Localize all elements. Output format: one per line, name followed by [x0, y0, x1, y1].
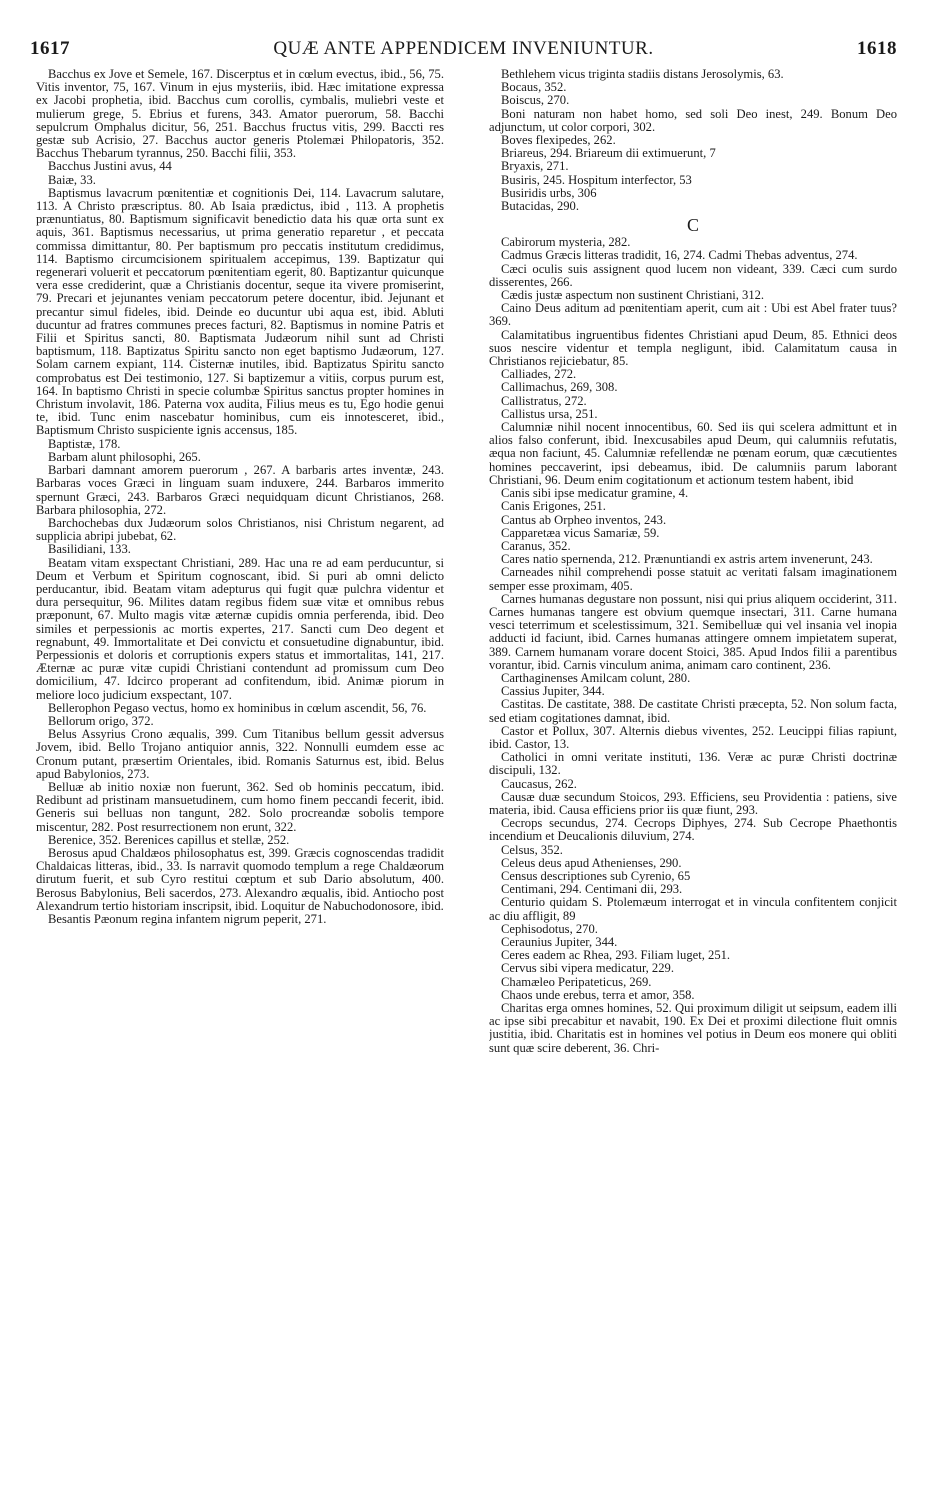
index-entry: Bethlehem vicus triginta stadiis distans Jerosolymis, 63.: [501, 68, 784, 81]
page-header: [30, 38, 897, 64]
index-entry: Beatam vitam exspectant Christiani, 289. Hac una re ad eam perducuntur, si Deum et Verbum et Spiritum cognoscant, ibid. Si puri ab omni delicto perducantur, ibid. Beatam vitam adepturus qui fugit quæ pulchra videntur et dura persequitur, 96. Milites datam regibus fidem suæ vitæ et omnibus rebus præponunt, 67. Multo magis vitæ æternæ cupidis omnia perferenda, ibid. Deo similes et perpessionis ac mortis expertes, 217. Sancti cum Deo degent et regnabunt, 49. Immortalitate et Dei convictu et consuetudine dignabuntur, ibid. Perpessionis et doloris et corruptionis expers status et immortalitas, 141, 217. Æternæ ac puræ vitæ cupidi Christiani contendunt ad promissum cum Deo domicilium, 47. Idcirco properant ad confitendum, ibid. Animæ piorum in meliore loco judicium exspectant, 107.: [36, 555, 444, 702]
index-entry: Callistratus, 272.: [501, 393, 587, 408]
index-entry: Charitas erga omnes homines, 52. Qui proximum diligit ut seipsum, eadem illi ac ipse sibi precabitur et navabit, 190. Ex Dei et proximi dilectione fluit omnis justitia, ibid. Charitatis est in homines vel potius in Deum eos monere qui obliti sunt quæ scire deberent, 36. Chri-: [489, 1001, 897, 1055]
index-entry: Celeus deus apud Athenienses, 290.: [501, 855, 682, 870]
index-entry: Catholici in omni veritate instituti, 136. Veræ ac puræ Christi doctrinæ discipuli, 132.: [489, 750, 897, 778]
index-entry: Baptistæ, 178.: [48, 436, 121, 451]
index-entry: Carneades nihil comprehendi posse statuit ac veritati falsam imaginationem semper esse proximam, 405.: [489, 565, 897, 593]
index-entry: Baiæ, 33.: [48, 172, 96, 187]
index-entry: Boves flexipedes, 262.: [501, 133, 616, 148]
section-letter-c: C: [686, 215, 699, 236]
index-entry: Calamitatibus ingruentibus fidentes Christiani apud Deum, 85. Ethnici deos suos nescire videntur et templa negligunt, ibid. Calamitatum causa in Christianos rejiciebatur, 85.: [489, 327, 897, 369]
right-entries-b-section: [489, 68, 897, 213]
index-entry: Ceres eadem ac Rhea, 293. Filiam luget, 251.: [501, 948, 731, 963]
right-entries-c-section: [489, 236, 897, 1055]
index-entry: Briareus, 294. Briareum dii extimuerunt, 7: [501, 146, 716, 161]
index-entry: Cares natio spernenda, 212. Prænuntiandi ex astris artem invenerunt, 243.: [501, 552, 873, 567]
index-entry: Berenice, 352. Berenices capillus et stellæ, 252.: [48, 832, 290, 847]
index-entry: Busiris, 245. Hospitum interfector, 53: [501, 172, 692, 187]
index-entry: Cabirorum mysteria, 282.: [501, 235, 631, 250]
index-entry: Belus Assyrius Crono æqualis, 399. Cum Titanibus bellum gessit adversus Jovem, ibid. Bello Trojano antiquior annis, 322. Nonnulli eumdem esse ac Cronum putant, præsertim Orientales, ibid. Romanis Saturnus est, ibid. Belus apud Babylonios, 273.: [36, 727, 444, 781]
page-number-right: 1618: [857, 38, 897, 59]
index-entry: Cecrops secundus, 274. Cecrops Diphyes, 274. Sub Cecrope Phaethontis incendium et Deucalionis diluvium, 274.: [489, 816, 897, 844]
left-column: [36, 68, 444, 1486]
index-entry: Basilidiani, 133.: [48, 542, 131, 557]
index-entry: Besantis Pæonum regina infantem nigrum peperit, 271.: [48, 912, 327, 926]
index-entry: Celsus, 352.: [501, 842, 563, 857]
index-entry: Capparetæa vicus Samariæ, 59.: [501, 525, 660, 540]
index-entry: Calliades, 272.: [501, 367, 577, 382]
index-entry: Cæci oculis suis assignent quod lucem non videant, 339. Cæci cum surdo disserentes, 266.: [489, 261, 897, 289]
index-entry: Bacchus ex Jove et Semele, 167. Discerptus et in cœlum evectus, ibid., 56, 75. Vitis inventor, 75, 167. Vinum in ejus mysteriis, ibid. Hæc imitatione expressa ex Jacobi prophetia, ibid. Bacchus cum corollis, cymbalis, muliebri veste et mulierum grege, 5. Ebrius et furens, 343. Amator puerorum, 58. Bacchi sepulcrum Omphalus dicitur, 56, 251. Bacchus fructus vitis, 299. Baccti res gestæ sub Acrisio, 27. Bacchus auctor generis Ptolemæi Philopatoris, 352. Bacchus Thebarum tyrannus, 250. Bacchi filii, 353.: [36, 68, 444, 161]
index-entry: Cantus ab Orpheo inventos, 243.: [501, 512, 667, 527]
index-entry: Centurio quidam S. Ptolemæum interrogat et in vincula confitentem conjicit ac diu affligit, 89: [489, 895, 897, 923]
index-entry: Chaos unde erebus, terra et amor, 358.: [501, 987, 695, 1002]
page-number-left: 1617: [30, 38, 70, 59]
index-entry: Causæ duæ secundum Stoicos, 293. Efficiens, seu Providentia : patiens, sive materia, ibid. Causa efficiens prior iis quæ fiunt, 293.: [489, 789, 897, 817]
index-entry: Carthaginenses Amilcam colunt, 280.: [501, 670, 691, 685]
index-entry: Barbam alunt philosophi, 265.: [48, 449, 201, 464]
index-entry: Busiridis urbs, 306: [501, 185, 597, 200]
index-entry: Bocaus, 352.: [501, 80, 567, 95]
running-title: QUÆ ANTE APPENDICEM INVENIUNTUR.: [273, 38, 654, 59]
index-entry: Canis Erigones, 251.: [501, 499, 606, 514]
index-entry: Caranus, 352.: [501, 538, 571, 553]
index-entry: Bacchus Justini avus, 44: [48, 159, 172, 174]
index-entry: Cadmus Græcis litteras tradidit, 16, 274. Cadmi Thebas adventus, 274.: [501, 248, 858, 263]
index-entry: Barchochebas dux Judæorum solos Christianos, nisi Christum negarent, ad supplicia abripi jubebat, 62.: [36, 515, 444, 544]
index-entry: Calumniæ nihil nocent innocentibus, 60. Sed iis qui scelera admittunt et in alios falso conferunt, ibid. Inexcusabiles apud Deum, qui calumniis refutatis, æqua non faciunt, 45. Calumniæ refellendæ ne pœnam eorum, quæ cæcutientes homines peccaverint, ipsi debeamus, ibid. De calumniis parum laborant Christiani, 96. Deum enim cogitationum et actionum testem habent, ibid: [489, 420, 897, 487]
index-entry: Castitas. De castitate, 388. De castitate Christi præcepta, 52. Non solum facta, sed etiam cogitationes damnat, ibid.: [489, 697, 897, 725]
index-entry: Berosus apud Chaldæos philosophatus est, 399. Græcis cognoscendas tradidit Chaldaicas litteras, ibid., 33. Is narravit quomodo templum a rege Chaldæorum dirutum fuerit, et sub Cyro restitui cœptum et sub Dario absolutum, 400. Berosus Babylonius, Beli sacerdos, 273. Alexandro æqualis, ibid. Antiocho post Alexandrum tertio historiam inscripsit, ibid. Loquitur de Nabuchodonosore, ibid.: [36, 845, 444, 913]
index-entry: Castor et Pollux, 307. Alternis diebus viventes, 252. Leucippi filias rapiunt, ibid. Castor, 13.: [489, 723, 897, 751]
index-entry: Carnes humanas degustare non possunt, nisi qui prius aliquem occiderint, 311. Carnes humanas tangere est obvium quemque insectari, 311. Carne humana vesci teterrimum et scelestissimum, 321. Semibelluæ qui vel insania vel inopia adducti id faciunt, ibid. Carnes humanas attingere omnem impietatem superat, 389. Carnem humanam vorare docent Stoici, 385. Apud Indos filii a parentibus vorantur, ibid. Carnis vinculum anima, animam caro continent, 236.: [489, 591, 897, 672]
index-entry: Butacidas, 290.: [501, 199, 579, 214]
index-entry: Centimani, 294. Centimani dii, 293.: [501, 882, 683, 897]
index-entry: Barbari damnant amorem puerorum , 267. A barbaris artes inventæ, 243. Barbaras voces Græci in linguam suam induxere, 244. Barbaros immerito spernunt Græci, 243. Barbaros Græci nequidquam dicunt Christianos, 268. Barbara philosophia, 272.: [36, 463, 444, 517]
index-entry: Baptismus lavacrum pœnitentiæ et cognitionis Dei, 114. Lavacrum salutare, 113. A Christo præscriptus. 80. Ab Isaia prædictus, ibid , 113. A prophetis prænuntiatus, 80. Baptismum significavit benedictio data his quæ orta sunt ex aquis, 361. Baptismus necessarius, ut prima generatio reparetur , et peccata commissa dimittantur, 80. Per baptismum pro peccatis institutum credidimus, 114. Baptismo circumcisionem spiritualem accepimus, 139. Baptizatur qui regenerari voluerit et peccatorum pœnitentiam egerit, 80. Baptizantur quicunque vera esse crediderint, quæ a Christianis docentur, seque ita vivere promiserint, 79. Precari et jejunantes veniam peccatorum petere docentur, ibid. Jejunant et precantur simul fideles, ibid. Deinde eo ducuntur ubi aqua est, ibid. Abluti ducuntur ad fratres communes preces facturi, 82. Baptismus in nomine Patris et Filii et Spiritus sancti, 80. Baptismata Judæorum nihil sunt ad Christi baptismum, 118. Baptizatus Spiritu sancto non eget baptismo Judæorum, 127. Solam carnem expiant, 114. Cisternæ inutiles, ibid. Baptizatus Spiritu sancto comprobatus est Dei testimonio, 127. Si baptizemur a vitiis, corpus purum est, 164. In baptismo Christi in specie columbæ Spiritus sanctus propter homines in Christum involavit, 186. Paterna vox audita, Filius meus es tu, Ego hodie genui te, ibid. Tunc enim nascebatur hominibus, cum eis innotesceret, ibid., Baptismum Christo suspiciente ignis accensus, 185.: [36, 185, 444, 438]
index-entry: Cephisodotus, 270.: [501, 921, 598, 936]
index-entry: Callistus ursa, 251.: [501, 406, 598, 421]
index-entry: Cassius Jupiter, 344.: [501, 684, 605, 699]
index-entry: Caucasus, 262.: [501, 776, 577, 791]
index-entry: Canis sibi ipse medicatur gramine, 4.: [501, 486, 689, 501]
index-entry: Chamæleo Peripateticus, 269.: [501, 974, 652, 989]
index-entry: Cervus sibi vipera medicatur, 229.: [501, 961, 674, 976]
index-entry: Boiscus, 270.: [501, 93, 570, 108]
index-entry: Ceraunius Jupiter, 344.: [501, 935, 618, 949]
index-entry: Bryaxis, 271.: [501, 159, 569, 174]
index-entry: Callimachus, 269, 308.: [501, 380, 618, 395]
index-entry: Bellorum origo, 372.: [48, 713, 154, 728]
index-entry: Census descriptiones sub Cyrenio, 65: [501, 868, 691, 883]
right-column: [489, 68, 897, 1486]
index-entry: Caino Deus aditum ad pœnitentiam aperit, cum ait : Ubi est Abel frater tuus? 369.: [489, 301, 897, 329]
index-entry: Belluæ ab initio noxiæ non fuerunt, 362. Sed ob hominis peccatum, ibid. Redibunt ad pristinam mansuetudinem, cum homo finem peccandi fecerit, ibid. Generis sui belluas non tangunt, 282. Solo procreandæ sobolis tempore miscentur, 282. Post resurrectionem non erunt, 322.: [36, 779, 444, 834]
index-entry: Boni naturam non habet homo, sed soli Deo inest, 249. Bonum Deo adjunctum, ut color corpori, 302.: [489, 106, 897, 134]
index-entry: Bellerophon Pegaso vectus, homo ex hominibus in cœlum ascendit, 56, 76.: [48, 700, 427, 715]
index-entry: Cædis justæ aspectum non sustinent Christiani, 312.: [501, 288, 765, 303]
